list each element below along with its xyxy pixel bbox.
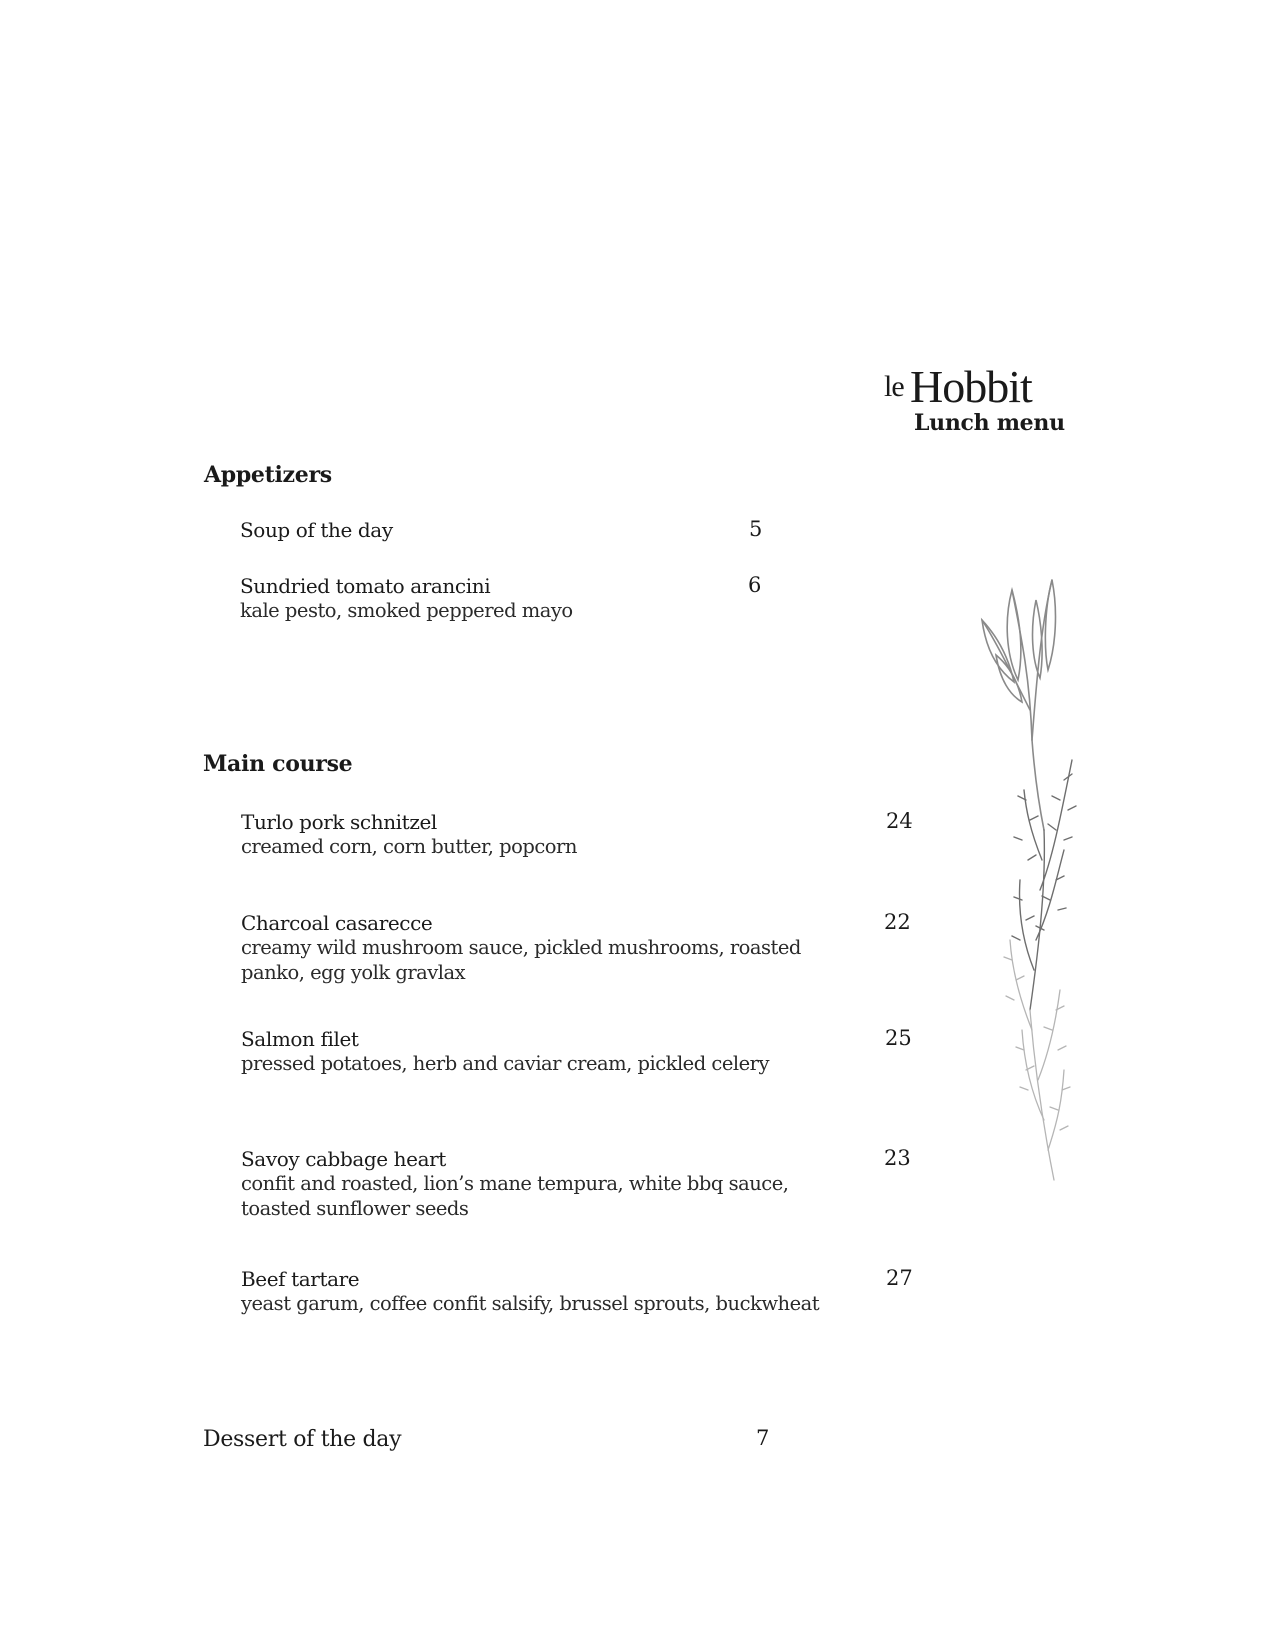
dessert-item-price: 7: [756, 1426, 770, 1450]
menu-item-price: 6: [748, 573, 762, 597]
menu-item-price: 25: [885, 1026, 912, 1050]
menu-item-price: 5: [749, 517, 763, 541]
menu-subtitle: Lunch menu: [914, 410, 1065, 436]
logo-prefix: le: [884, 370, 904, 403]
menu-item-description: toasted sunflower seeds: [241, 1197, 469, 1220]
menu-item-name: Soup of the day: [240, 518, 393, 542]
menu-item-description: creamed corn, corn butter, popcorn: [241, 835, 577, 858]
menu-item-name: Charcoal casarecce: [241, 911, 433, 935]
section-title-appetizers: Appetizers: [204, 462, 332, 488]
menu-item-price: 27: [886, 1266, 913, 1290]
menu-item-price: 22: [884, 910, 911, 934]
menu-item-name: Salmon filet: [241, 1027, 359, 1051]
menu-item-name: Savoy cabbage heart: [241, 1147, 446, 1171]
menu-item-description: confit and roasted, lion’s mane tempura, white bbq sauce,: [241, 1172, 789, 1195]
menu-item-description: yeast garum, coffee confit salsify, brussel sprouts, buckwheat: [241, 1292, 820, 1315]
menu-item-description: kale pesto, smoked peppered mayo: [240, 599, 573, 622]
logo-name: Hobbit: [910, 361, 1032, 412]
menu-item-description: panko, egg yolk gravlax: [241, 961, 466, 984]
dessert-item-name: Dessert of the day: [203, 1427, 402, 1452]
menu-item-description: creamy wild mushroom sauce, pickled mushrooms, roasted: [241, 936, 801, 959]
menu-item-name: Beef tartare: [241, 1267, 360, 1291]
herb-sprig-illustration-icon: [960, 560, 1100, 1200]
menu-item-name: Turlo pork schnitzel: [241, 810, 437, 834]
section-title-main-course: Main course: [203, 751, 353, 777]
restaurant-logo: [884, 361, 1064, 412]
menu-item-description: pressed potatoes, herb and caviar cream, pickled celery: [241, 1052, 769, 1075]
menu-item-price: 23: [884, 1146, 911, 1170]
menu-item-name: Sundried tomato arancini: [240, 574, 491, 598]
menu-item-price: 24: [886, 809, 913, 833]
